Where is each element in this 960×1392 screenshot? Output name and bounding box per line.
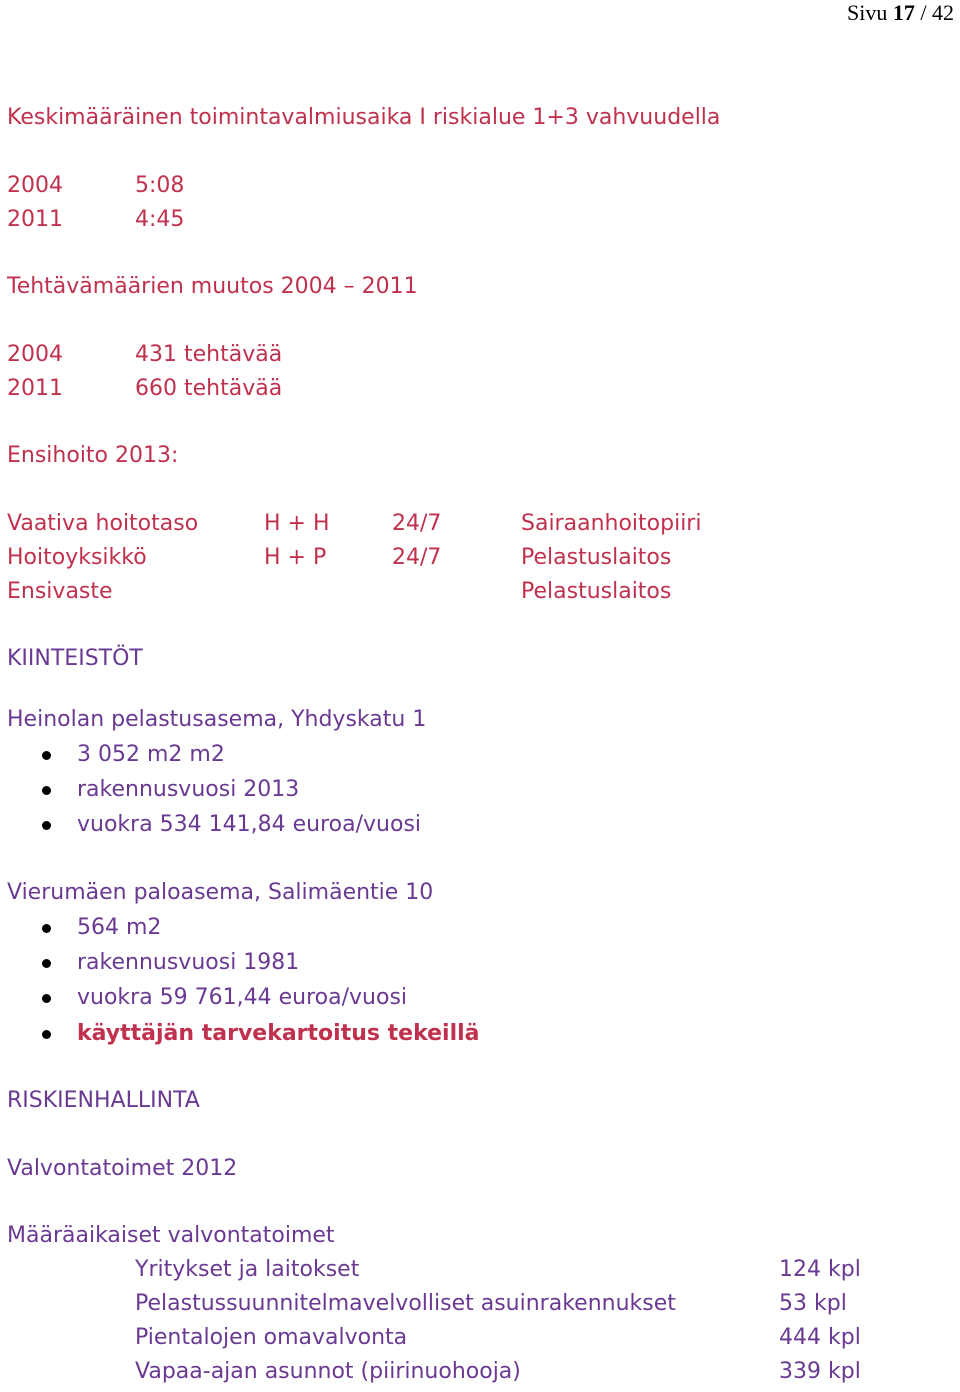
year: 2004 [7,173,63,198]
row-count: 124 kpl [779,1257,861,1282]
care-level: Ensivaste [7,579,113,604]
first-aid-row [7,510,907,538]
property-title-vierumaki: Vierumäen paloasema, Salimäentie 10 [7,880,434,905]
list-item-text: vuokra 59 761,44 euroa/vuosi [77,985,408,1010]
response-time-row [7,206,307,234]
row-count: 339 kpl [779,1359,861,1384]
bullet-icon [42,959,51,968]
staffing: H + P [264,545,327,570]
row-label: Yritykset ja laitokset [135,1257,360,1282]
care-level: Hoitoyksikkö [7,545,147,570]
task-counts-row [7,375,407,403]
row-label: Pelastussuunnitelmavelvolliset asuinrakennukset [135,1291,676,1316]
first-aid-heading: Ensihoito 2013: [7,443,179,468]
risk-group-title: Määräaikaiset valvontatoimet [7,1223,335,1248]
row-count: 53 kpl [779,1291,847,1316]
care-level: Vaativa hoitotaso [7,511,199,536]
task-counts-heading: Tehtävämäärien muutos 2004 – 2011 [7,274,418,299]
page-prefix: Sivu [847,0,888,25]
value: 660 tehtävää [135,376,283,401]
organization: Pelastuslaitos [521,545,672,570]
availability: 24/7 [392,511,442,536]
row-label: Pientalojen omavalvonta [135,1325,408,1350]
response-time-row [7,172,307,200]
bullet-icon [42,786,51,795]
first-aid-row [7,544,907,572]
list-item-text: rakennusvuosi 2013 [77,777,300,802]
bullet-icon [42,821,51,830]
page-separator: / [920,0,927,25]
availability: 24/7 [392,545,442,570]
value: 4:45 [135,207,185,232]
year: 2011 [7,376,63,401]
list-item-text: rakennusvuosi 1981 [77,950,300,975]
value: 431 tehtävää [135,342,283,367]
bullet-icon [42,1030,51,1039]
year: 2011 [7,207,63,232]
task-counts-row [7,341,407,369]
bullet-icon [42,751,51,760]
list-item-text: käyttäjän tarvekartoitus tekeillä [77,1021,480,1046]
risk-heading: RISKIENHALLINTA [7,1088,200,1113]
bullet-icon [42,994,51,1003]
first-aid-row [7,578,907,606]
row-label: Vapaa-ajan asunnot (piirinuohooja) [135,1359,521,1384]
list-item-text: vuokra 534 141,84 euroa/vuosi [77,812,422,837]
row-count: 444 kpl [779,1325,861,1350]
year: 2004 [7,342,63,367]
properties-heading: KIINTEISTÖT [7,646,143,671]
risk-subheading: Valvontatoimet 2012 [7,1156,238,1181]
property-title-heinola: Heinolan pelastusasema, Yhdyskatu 1 [7,707,427,732]
organization: Pelastuslaitos [521,579,672,604]
list-item-text: 3 052 m2 m2 [77,742,225,767]
response-time-heading: Keskimääräinen toimintavalmiusaika I riskialue 1+3 vahvuudella [7,105,721,130]
page-total: 42 [932,0,954,25]
bullet-icon [42,924,51,933]
staffing: H + H [264,511,330,536]
list-item-text: 564 m2 [77,915,162,940]
page-number [847,0,954,26]
page-current: 17 [892,0,915,25]
organization: Sairaanhoitopiiri [521,511,702,536]
value: 5:08 [135,173,185,198]
